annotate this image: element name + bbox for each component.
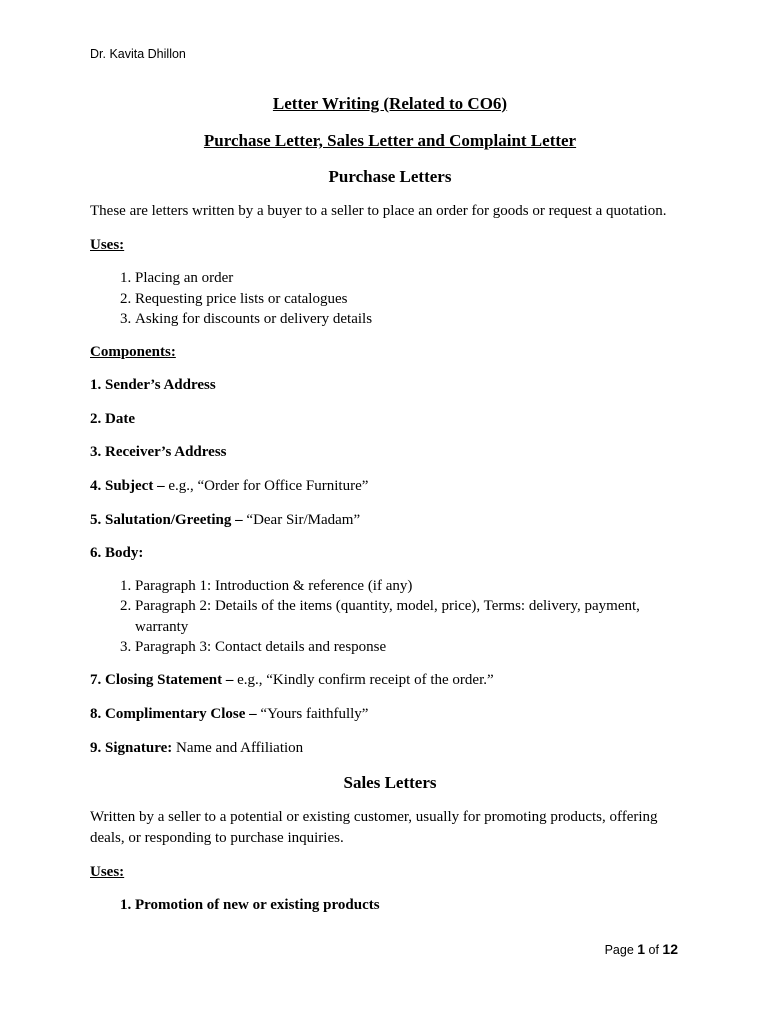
component-date: 2. Date	[90, 410, 135, 427]
footer-page-word: Page	[604, 943, 638, 957]
footer-page-total: 12	[662, 941, 678, 957]
component-signature	[90, 738, 690, 759]
component-salutation-text: “Dear Sir/Madam”	[242, 511, 361, 528]
component-closing-label: 7. Closing Statement –	[90, 671, 234, 688]
document-title: Letter Writing (Related to CO6)	[272, 94, 508, 113]
document-body	[90, 93, 690, 915]
list-item: 3. Asking for discounts or delivery details	[135, 309, 690, 330]
component-subject-label: 4. Subject –	[90, 477, 165, 494]
list-item: 2. Paragraph 2: Details of the items (quantity, model, price), Terms: delivery, payment, warranty	[135, 596, 690, 637]
component-salutation-label: 5. Salutation/Greeting –	[90, 511, 243, 528]
component-complimentary-label: 8. Complimentary Close –	[90, 705, 257, 722]
sales-uses-list	[90, 895, 690, 916]
page-header-author: Dr. Kavita Dhillon	[90, 47, 186, 61]
body-paragraphs-list	[90, 576, 690, 658]
component-body: 6. Body:	[90, 544, 144, 561]
sales-uses-label: Uses:	[90, 863, 125, 880]
component-subject-text: e.g., “Order for Office Furniture”	[164, 477, 369, 494]
list-item: 3. Paragraph 3: Contact details and response	[135, 637, 690, 658]
footer-of-word: of	[645, 943, 663, 957]
component-signature-label: 9. Signature:	[90, 739, 173, 756]
component-salutation	[90, 510, 690, 531]
purchase-components-label: Components:	[90, 343, 176, 360]
list-item: 1. Placing an order	[135, 268, 690, 289]
component-closing-statement	[90, 670, 690, 691]
list-item: 1. Paragraph 1: Introduction & reference (if any)	[135, 576, 690, 597]
purchase-uses-label: Uses:	[90, 237, 125, 253]
component-subject	[90, 476, 690, 497]
list-item: 1. Promotion of new or existing products	[135, 895, 690, 916]
component-receivers-address: 3. Receiver’s Address	[90, 443, 227, 460]
footer-page-current: 1	[637, 941, 646, 957]
sales-intro: Written by a seller to a potential or existing customer, usually for promoting products, offering deals, or responding to purchase inquiries.	[90, 808, 658, 846]
purchase-uses-list	[90, 268, 690, 330]
component-complimentary-text: “Yours faithfully”	[256, 705, 369, 722]
component-closing-text: e.g., “Kindly confirm receipt of the order.”	[233, 671, 494, 688]
list-item: 2. Requesting price lists or catalogues	[135, 289, 690, 310]
component-signature-text: Name and Affiliation	[172, 739, 304, 756]
section-heading-purchase: Purchase Letters	[328, 167, 452, 186]
component-complimentary-close	[90, 704, 690, 725]
page-footer	[605, 941, 678, 957]
document-subtitle: Purchase Letter, Sales Letter and Complaint Letter	[203, 131, 577, 150]
component-senders-address: 1. Sender’s Address	[90, 376, 216, 393]
section-heading-sales: Sales Letters	[343, 772, 437, 792]
purchase-intro: These are letters written by a buyer to a seller to place an order for goods or request a quotation.	[90, 203, 667, 219]
